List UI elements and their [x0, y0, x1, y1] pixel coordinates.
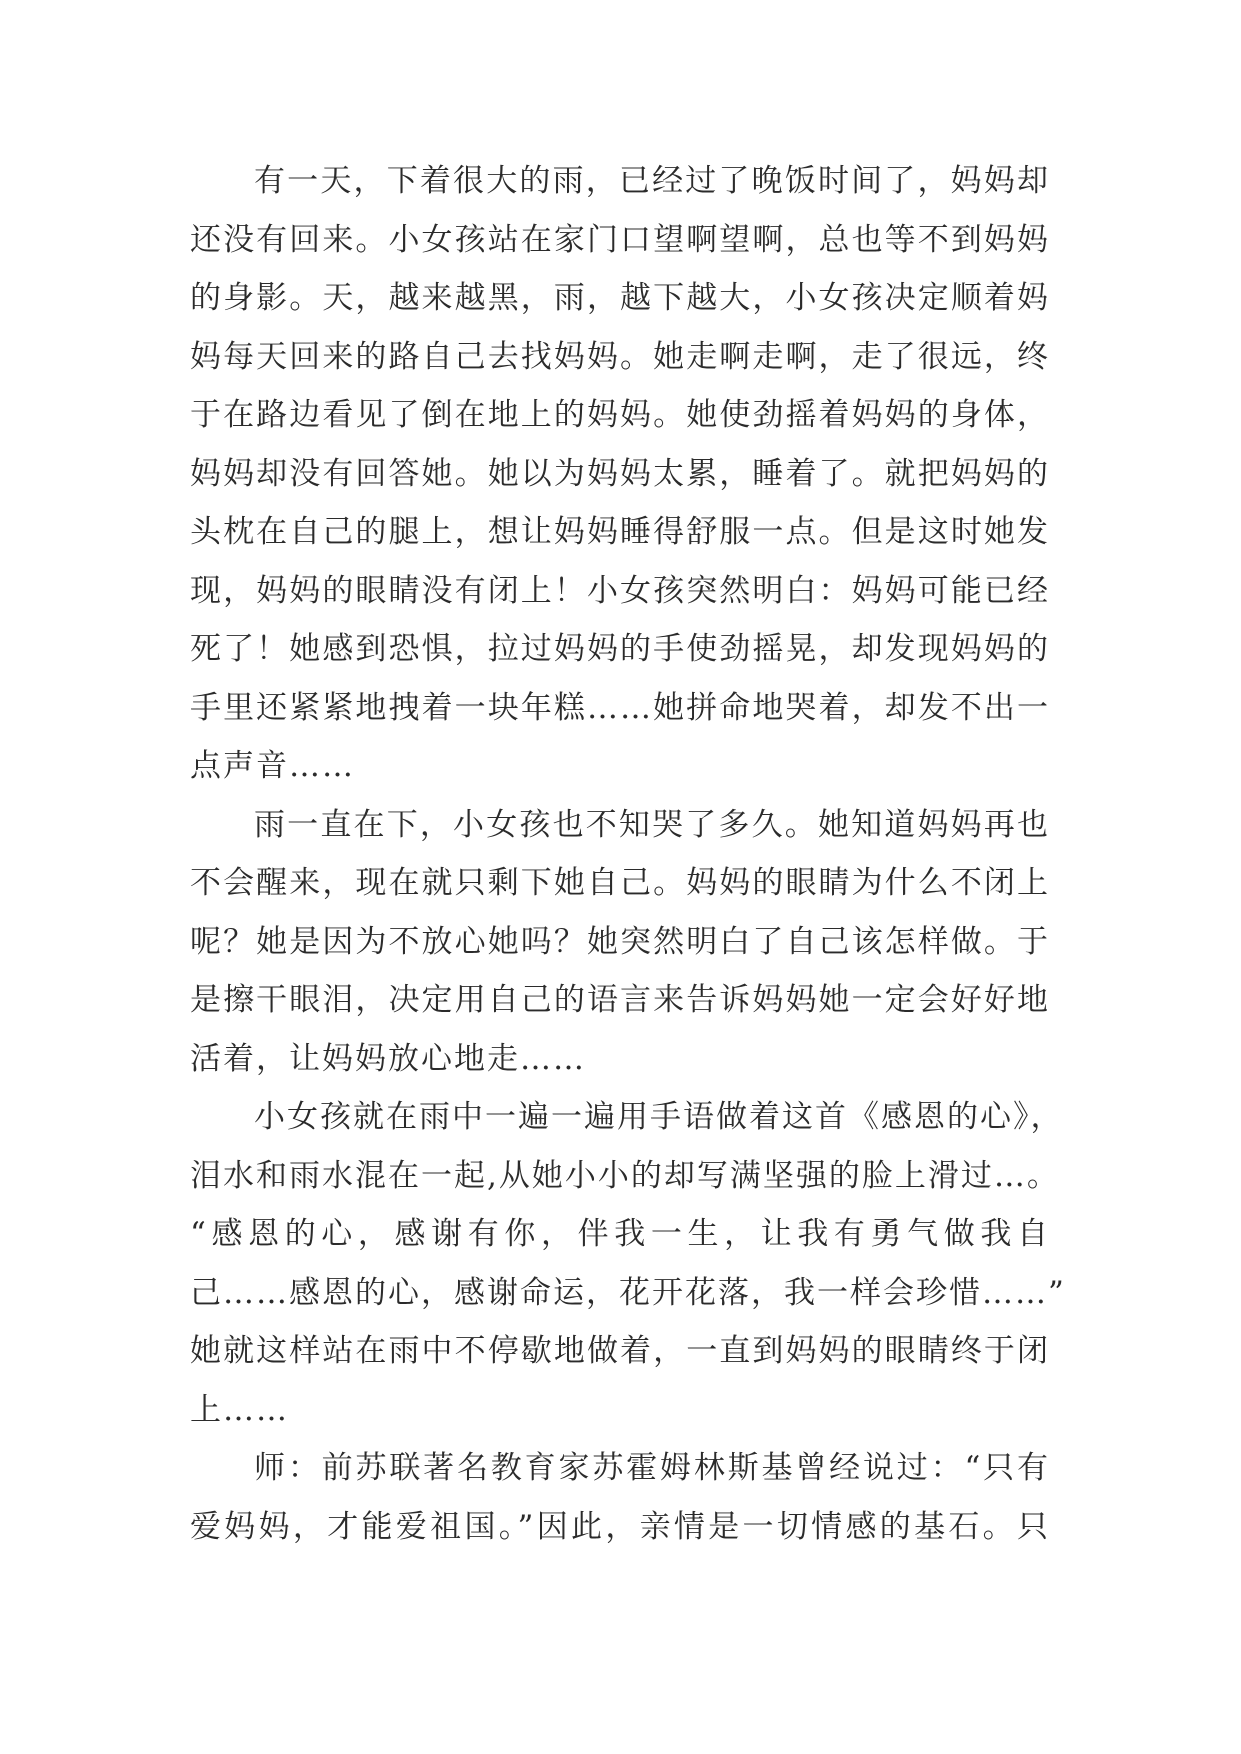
- text-line: 是擦干眼泪，决定用自己的语言来告诉妈妈她一定会好好地: [190, 982, 1050, 1018]
- text-line: 师：前苏联著名教育家苏霍姆林斯基曾经说过：“只有: [254, 1450, 1050, 1486]
- text-line: 现，妈妈的眼睛没有闭上！小女孩突然明白：妈妈可能已经: [190, 572, 1050, 609]
- text-line: 死了！她感到恐惧，拉过妈妈的手使劲摇晃，却发现妈妈的: [190, 631, 1050, 667]
- text-line: 还没有回来。小女孩站在家门口望啊望啊，总也等不到妈妈: [190, 221, 1050, 258]
- text-line: 头枕在自己的腿上，想让妈妈睡得舒服一点。但是这时她发: [190, 514, 1050, 550]
- text-line: 雨一直在下，小女孩也不知哭了多久。她知道妈妈再也: [254, 806, 1050, 843]
- text-line: 上……: [190, 1391, 289, 1428]
- text-line: 点声音……: [190, 748, 355, 784]
- text-line: “感恩的心，感谢有你，伴我一生，让我有勇气做我自: [190, 1216, 1050, 1252]
- body-text: [190, 152, 1066, 1556]
- text-line: 呢？她是因为不放心她吗？她突然明白了自己该怎样做。于: [190, 923, 1050, 960]
- text-line: 己……感恩的心，感谢命运，花开花落，我一样会珍惜……”: [190, 1274, 1066, 1311]
- text-line: 泪水和雨水混在一起,从她小小的却写满坚强的脸上滑过…。: [190, 1157, 1060, 1194]
- text-line: 妈妈却没有回答她。她以为妈妈太累，睡着了。就把妈妈的: [190, 455, 1050, 492]
- text-line: 活着，让妈妈放心地走……: [190, 1040, 586, 1077]
- text-line: 于在路边看见了倒在地上的妈妈。她使劲摇着妈妈的身体，: [190, 397, 1050, 433]
- text-line: 爱妈妈，才能爱祖国。”因此，亲情是一切情感的基石。只: [190, 1508, 1050, 1545]
- text-line: 的身影。天，越来越黑，雨，越下越大，小女孩决定顺着妈: [190, 280, 1050, 316]
- text-line: 小女孩就在雨中一遍一遍用手语做着这首《感恩的心》，: [254, 1099, 1064, 1135]
- text-line: 不会醒来，现在就只剩下她自己。妈妈的眼睛为什么不闭上: [190, 865, 1050, 901]
- text-line: 她就这样站在雨中不停歇地做着，一直到妈妈的眼睛终于闭: [190, 1333, 1050, 1369]
- text-line: 有一天，下着很大的雨，已经过了晚饭时间了，妈妈却: [254, 163, 1050, 199]
- text-line: 妈每天回来的路自己去找妈妈。她走啊走啊，走了很远，终: [190, 338, 1050, 375]
- text-line: 手里还紧紧地拽着一块年糕……她拼命地哭着，却发不出一: [190, 689, 1050, 726]
